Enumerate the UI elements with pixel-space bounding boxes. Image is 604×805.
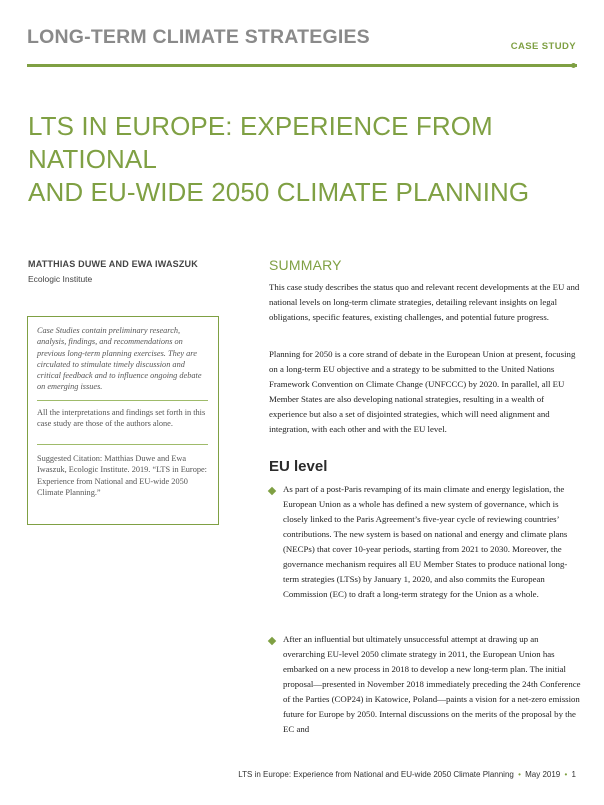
info-box-intro: Case Studies contain preliminary research, analysis, findings, and recommendations on previous long-term planning exercises. They are circulated to stimulate timely discussion and critical feedback and to influence ongoing debate on emerging issues. [37,326,202,392]
summary-paragraph: This case study describes the status quo and relevant recent developments at the EU and national levels on long-term climate strategies, detailing relevant insights on legal obligations, specific features, existing challenges, and potential future progress. [269,282,580,322]
info-box-divider [37,444,208,445]
footer-doc-title: LTS in Europe: Experience from National and EU-wide 2050 Climate Planning [238,770,514,779]
footer-date: May 2019 [525,770,561,779]
info-box-divider [37,400,208,401]
page-number: 1 [571,770,576,779]
document-title-line-2: AND EU-WIDE 2050 CLIMATE PLANNING [28,177,530,207]
eu-level-bullet: After an influential but ultimately unsuccessful attempt at drawing up an overarching EU-level 2050 climate strategy in 2011, the European Union has embarked on a new process in 2018 to develop a new long-term plan. The initial proposal—presented in November 2018 immediately preceding the 24th Conference of the Parties (COP24) in Katowice, Poland—paints a vision for a net-zero emission future for Europe by 2050. Internal discussions on the merits of the proposal by the EC and [283,634,581,734]
info-box-disclaimer: All the interpretations and findings set forth in this case study are those of the authors alone. [37,408,206,429]
header-rule [27,64,577,67]
footer-separator-icon: • [564,770,568,779]
header-rule-end-dot [571,63,576,68]
footer-separator-icon: • [518,770,521,779]
document-title-line-1: LTS IN EUROPE: EXPERIENCE FROM NATIONAL [28,111,493,174]
diamond-bullet-icon [268,487,276,495]
authors: MATTHIAS DUWE AND EWA IWASZUK [28,259,198,269]
document-title [28,110,588,209]
eu-level-heading: EU level [269,458,328,475]
institute: Ecologic Institute [28,274,93,284]
page-footer [238,770,576,779]
summary-heading: SUMMARY [269,257,342,273]
case-study-tag: CASE STUDY [510,41,576,52]
diamond-bullet-icon [268,637,276,645]
summary-paragraph: Planning for 2050 is a core strand of debate in the European Union at present, focusing on a long-term EU objective and a strategy to be submitted to the United Nations Framework Convention on Climate Change (UNFCCC) by 2020. In parallel, all EU Member States are also developing national strategies, resulting in a wealth of experience but also a set of disjointed strategies, which will need alignment and integration, with each other and with the EU level. [269,349,576,434]
series-title: LONG-TERM CLIMATE STRATEGIES [27,26,370,48]
eu-level-bullet: As part of a post-Paris revamping of its main climate and energy legislation, the European Union as a whole has defined a new system of governance, which is closely linked to the Paris Agreement’s five-year cycle of reviewing countries’ contributions. The new system is based on national and energy and climate plans (NECPs) that cover 10-year periods, starting from 2021 to 2030. Moreover, the governance mechanism requires all EU Member States to produce national long-term strategies (LTSs) by January 1, 2020, and also commits the European Commission (EC) to draft a long-term strategy for the Union as a whole. [283,484,568,599]
info-box-citation: Suggested Citation: Matthias Duwe and Ewa Iwaszuk, Ecologic Institute. 2019. “LTS in Europe: Experience from National and EU-wide 2050 Climate Planning.” [37,454,207,497]
